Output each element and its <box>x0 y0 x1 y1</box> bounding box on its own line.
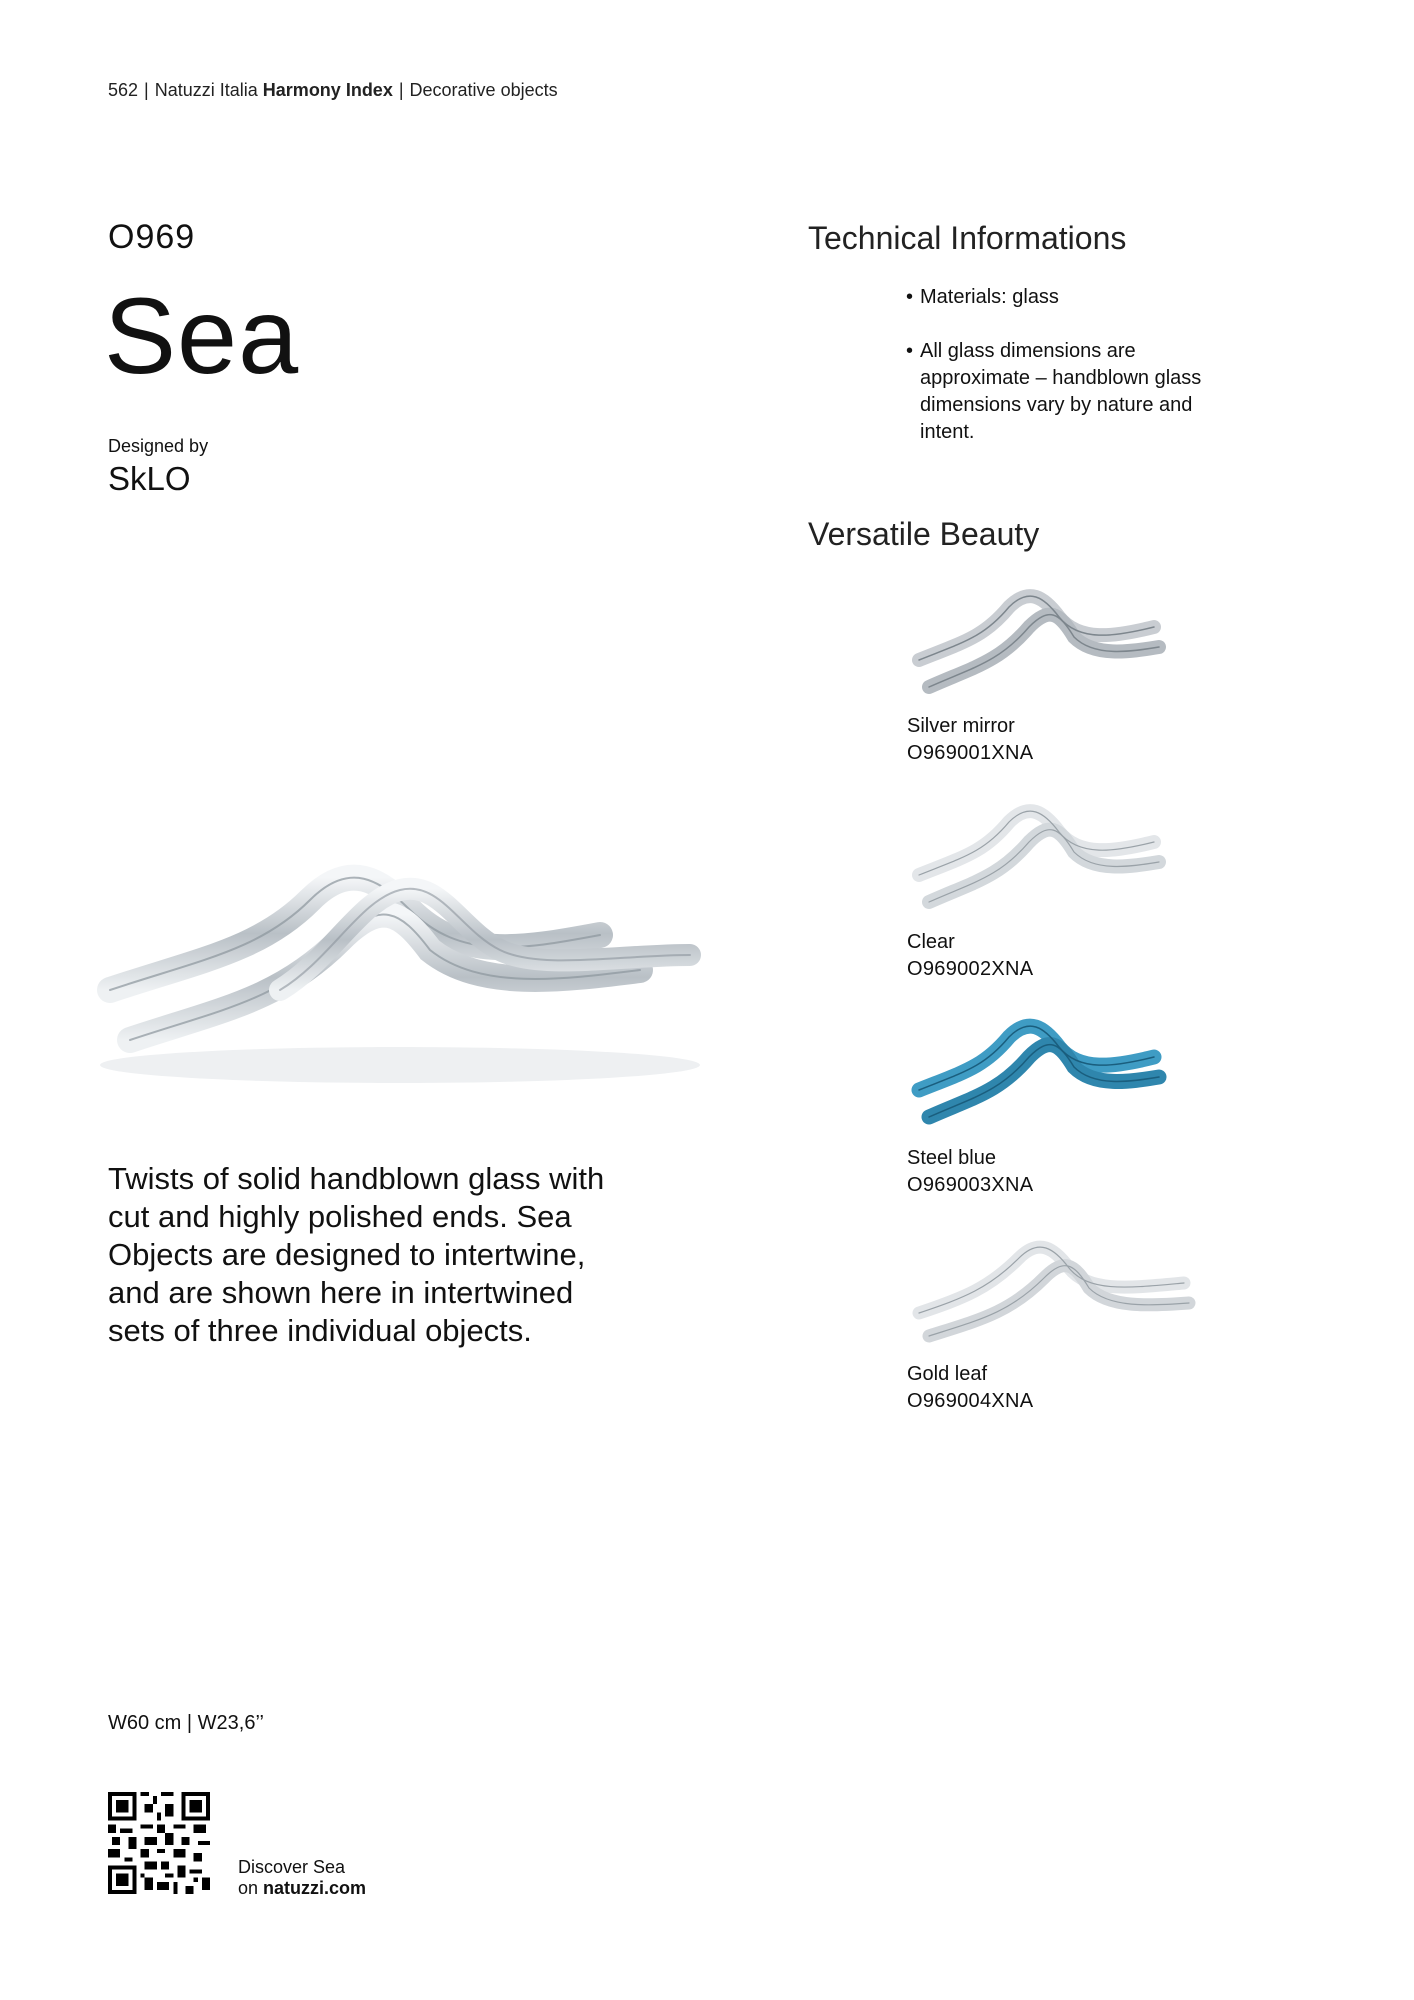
section-name: Decorative objects <box>409 80 558 100</box>
technical-item <box>906 338 1206 446</box>
designer-name: SkLO <box>108 460 191 497</box>
discover-on: on <box>238 1878 259 1898</box>
variant-code: O969003XNA <box>907 1174 1034 1196</box>
site-url: natuzzi.com <box>263 1878 367 1898</box>
technical-list <box>906 284 1206 473</box>
discover-text: Discover Sea <box>238 1857 346 1877</box>
variant-name: Silver mirror <box>907 715 1015 737</box>
header-separator-2: | <box>398 80 404 100</box>
variant-image-steel-blue <box>904 1012 1174 1137</box>
product-description: Twists of solid handblown glass with cut and highly polished ends. Sea Objects are designed to intertwine, and are shown here in intertwined sets of three individual objects. <box>108 1161 605 1348</box>
variant-code: O969001XNA <box>907 742 1034 764</box>
technical-item-text: Materials: glass <box>920 286 1059 308</box>
versatile-heading: Versatile Beauty <box>808 516 1040 552</box>
page-header <box>108 80 558 101</box>
bullet-dot: • <box>906 340 914 362</box>
product-dimensions: W60 cm | W23,6’’ <box>108 1712 264 1734</box>
variant-name: Gold leaf <box>907 1363 988 1385</box>
product-title: Sea <box>104 275 300 396</box>
designed-by-label: Designed by <box>108 436 209 456</box>
variant-image-gold-leaf <box>904 1228 1204 1353</box>
technical-heading: Technical Informations <box>808 220 1127 256</box>
variant-image-clear <box>904 797 1174 922</box>
qr-code-icon[interactable] <box>108 1792 210 1894</box>
technical-item <box>906 284 1206 311</box>
brand-name: Natuzzi Italia <box>154 80 258 100</box>
product-code: O969 <box>108 218 196 256</box>
variant-code: O969002XNA <box>907 958 1034 980</box>
discover-site-line <box>238 1878 366 1899</box>
bullet-dot: • <box>906 286 914 308</box>
discover-link[interactable] <box>238 1857 366 1899</box>
variant-image-silver-mirror <box>904 582 1174 707</box>
page-number: 562 <box>108 80 139 100</box>
header-separator: | <box>144 80 149 100</box>
technical-item-text: All glass dimensions are approximate – handblown glass dimensions vary by nature and intent. <box>920 340 1202 443</box>
main-product-image <box>80 840 720 1100</box>
variant-name: Steel blue <box>907 1147 996 1169</box>
index-label: Harmony Index <box>262 80 393 100</box>
variant-name: Clear <box>907 931 955 953</box>
variant-code: O969004XNA <box>907 1390 1034 1412</box>
